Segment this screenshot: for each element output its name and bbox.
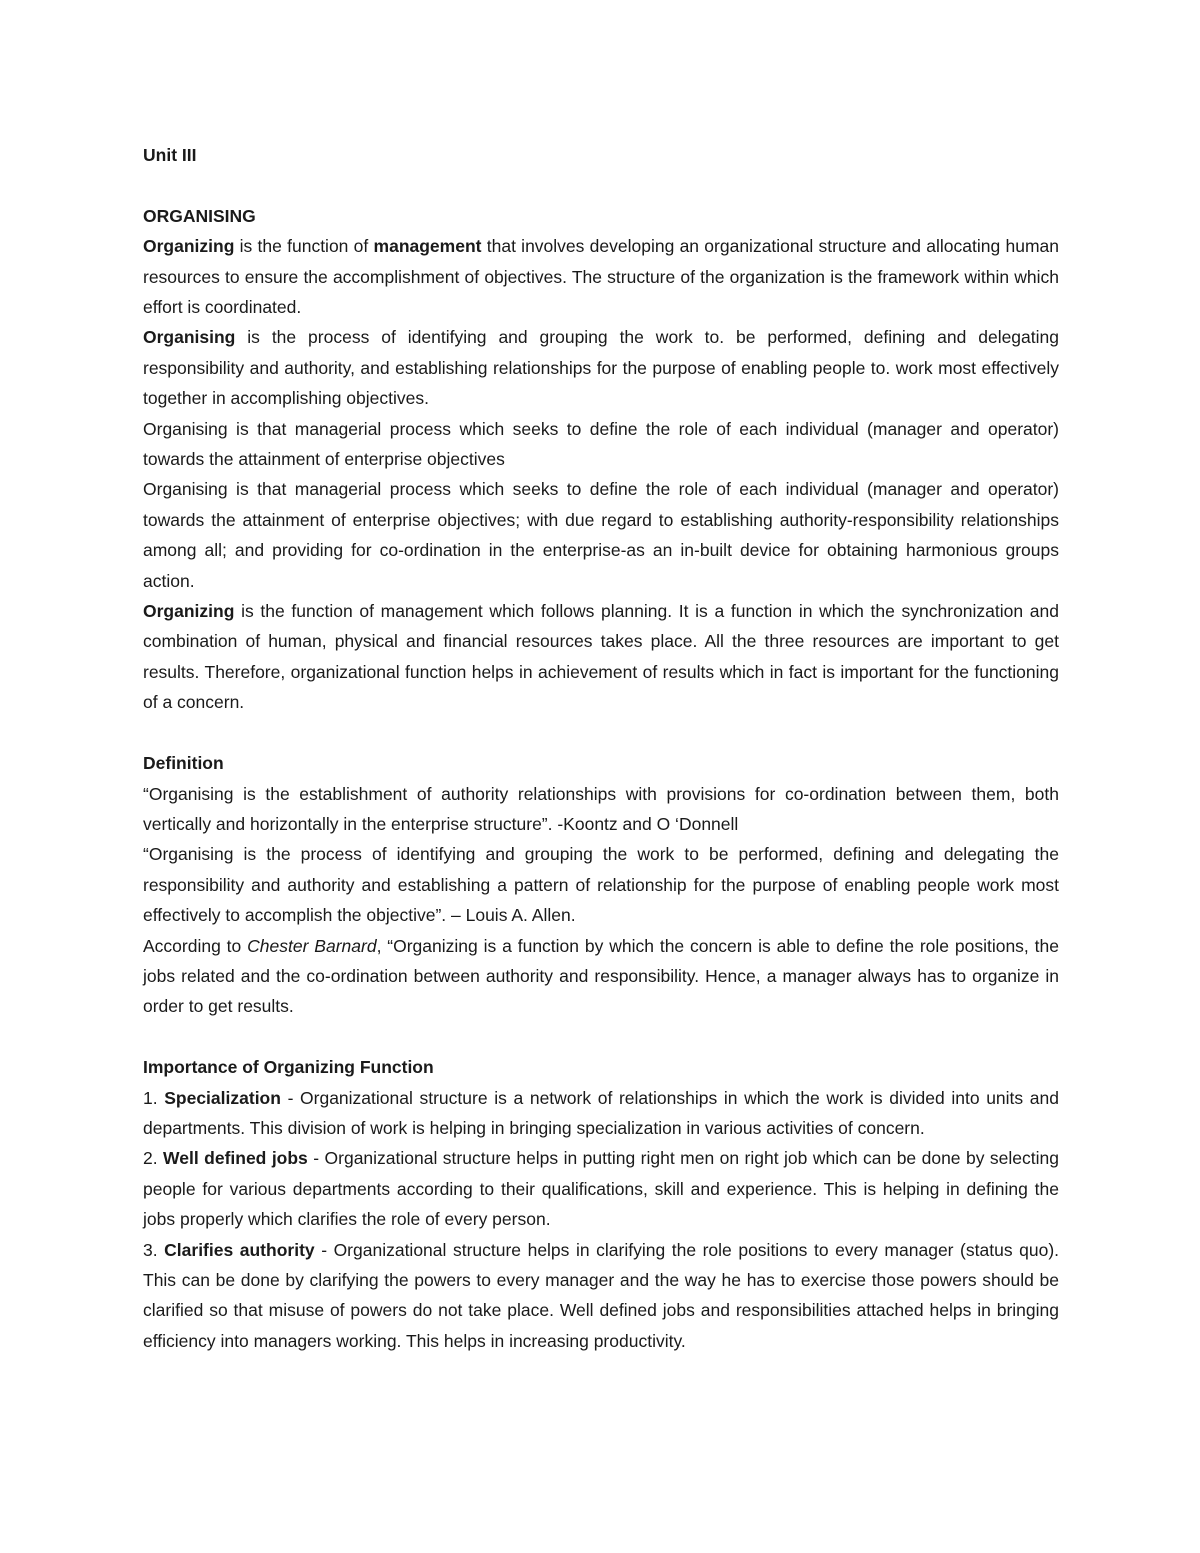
list-number: 3. [143,1239,165,1260]
paragraph-text: According to [143,935,248,956]
paragraph-text: , “Organizing is a function by which the concern is able to define the role positions, the jobs related and the co-ordination between authority and responsibility. Hence, a manager always has to organize in order to get results. [143,935,1059,1017]
unit-title: Unit III [143,145,197,165]
bold-term: management [373,236,482,257]
paragraph-definition-allen: “Organising is the process of identifying and grouping the work to be performed, defining and delegating the responsibility and authority and establishing a pattern of relationship for the purpose of enabling people work most effectively to accomplish the objective”. – Louis A. Allen. [143,844,1059,926]
italic-name: Chester Barnard [247,935,377,956]
paragraph-text: is the function of management which follows planning. It is a function in which the synchronization and combination of human, physical and financial resources takes place. All the three resources are important to get results. Therefore, organizational function helps in achievement of results which in fact is important for the functioning of a concern. [143,601,1059,713]
document-page [143,140,1059,1356]
list-item-title: Clarifies authority [164,1239,315,1260]
bold-term: Organizing [143,236,235,257]
list-item-text: - Organizational structure helps in putting right men on right job which can be done by selecting people for various departments according to their qualifications, skill and experience. This is helping in defining the jobs properly which clarifies the role of every person. [143,1148,1059,1230]
blank-line [143,1022,1059,1052]
bold-term: Organizing [143,601,235,622]
paragraph-organising-process [143,322,1059,413]
paragraph-text: that involves developing an organizational structure and allocating human resources to ensure the accomplishment of objectives. The structure of the organization is the framework within which effort is coordinated. [143,236,1059,318]
list-item-clarifies-authority [143,1235,1059,1357]
bold-term: Organising [143,327,236,348]
section-heading-importance: Importance of Organizing Function [143,1057,434,1078]
paragraph-definition-koontz: “Organising is the establishment of authority relationships with provisions for co-ordination between them, both vertically and horizontally in the enterprise structure”. -Koontz and O ‘Donnell [143,783,1059,834]
section-heading-organising: ORGANISING [143,205,256,226]
list-item-text: - Organizational structure helps in clarifying the role positions to every manager (status quo). This can be done by clarifying the powers to every manager and the way he has to exercise those powers should be clarified so that misuse of powers do not take place. Well defined jobs and responsibilities attached helps in bringing efficiency into managers working. This helps in increasing productivity. [143,1239,1060,1351]
list-item-title: Specialization [164,1087,281,1108]
list-number: 1. [143,1087,165,1108]
list-item-text: - Organizational structure is a network of relationships in which the work is divided into units and departments. This division of work is helping in bringing specialization in various activities of concern. [143,1087,1059,1138]
blank-line [143,170,1059,200]
paragraph-managerial-process-extended: Organising is that managerial process which seeks to define the role of each individual (manager and operator) towards the attainment of enterprise objectives; with due regard to establishing authority-responsibility relationships among all; and providing for co-ordination in the enterprise-as an in-built device for obtaining harmonious groups action. [143,479,1059,591]
paragraph-text: is the process of identifying and grouping the work to. be performed, defining and delegating responsibility and authority, and establishing relationships for the purpose of enabling people to. work most effectively together in accomplishing objectives. [143,327,1059,409]
list-item-specialization [143,1083,1059,1144]
section-heading-definition: Definition [143,753,224,774]
paragraph-managerial-process: Organising is that managerial process which seeks to define the role of each individual (manager and operator) towards the attainment of enterprise objectives [143,418,1059,470]
list-item-well-defined-jobs [143,1143,1059,1234]
paragraph-definition-barnard [143,931,1059,1022]
paragraph-text: is the function of [234,236,374,257]
paragraph-organizing-function [143,231,1059,322]
blank-line [143,718,1059,748]
list-item-title: Well defined jobs [163,1148,308,1169]
paragraph-organizing-planning [143,596,1059,718]
list-number: 2. [143,1148,164,1169]
